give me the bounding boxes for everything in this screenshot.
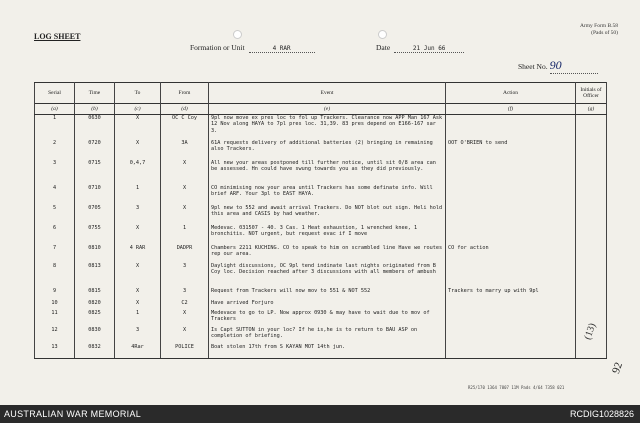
- sheet-title: LOG SHEET: [34, 32, 81, 41]
- cell-serial: 4: [35, 185, 75, 205]
- column-letter: (a): [35, 104, 75, 115]
- table-row: [35, 160, 607, 185]
- table-row: [35, 115, 607, 141]
- cell-to: X: [115, 300, 161, 310]
- column-letter: (b): [75, 104, 115, 115]
- formation-label: Formation or Unit: [190, 43, 245, 52]
- cell-to: X: [115, 140, 161, 160]
- punch-hole-icon: [378, 30, 387, 39]
- column-letter: (g): [576, 104, 607, 115]
- cell-initials: [576, 263, 607, 288]
- cell-time: 0715: [75, 160, 115, 185]
- handwritten-note: (13): [582, 321, 599, 342]
- cell-time: 0825: [75, 310, 115, 327]
- cell-to: 3: [115, 327, 161, 344]
- form-number-line2: (Pads of 50): [591, 30, 618, 36]
- cell-action: [446, 300, 576, 310]
- cell-action: [446, 327, 576, 344]
- table-row: [35, 140, 607, 160]
- cell-initials: [576, 245, 607, 263]
- cell-from: X: [161, 185, 209, 205]
- cell-time: 0813: [75, 263, 115, 288]
- cell-initials: [576, 115, 607, 141]
- cell-to: 4 RAR: [115, 245, 161, 263]
- log-table-body: [35, 115, 607, 359]
- column-header-time: Time: [75, 83, 115, 104]
- cell-action: Trackers to marry up with 9pl: [446, 288, 576, 300]
- cell-time: 0755: [75, 225, 115, 245]
- cell-event: 9pl new to 552 and await arrival Trackers. Do NOT blot out sign. Heli hold this area and CASIS by had weather.: [209, 205, 446, 225]
- cell-serial: 11: [35, 310, 75, 327]
- sheet-number-field: [518, 58, 598, 74]
- cell-to: 1: [115, 310, 161, 327]
- table-row: [35, 327, 607, 344]
- cell-from: 3: [161, 263, 209, 288]
- table-header-row: [35, 83, 607, 104]
- date-value: 21 Jun 66: [394, 45, 464, 53]
- printer-imprint: R25/170 1364 7807 11M Pads 4/64 7358 021: [468, 385, 565, 390]
- cell-to: 1: [115, 185, 161, 205]
- date-label: Date: [376, 43, 391, 52]
- cell-serial: 2: [35, 140, 75, 160]
- cell-event: All new your areas postponed till further notice, until sit 0/8 area can be assessed. Hn could have swung towards you as they did previously.: [209, 160, 446, 185]
- cell-to: X: [115, 263, 161, 288]
- cell-event: Is Capt SUTTON in your loc? If he is,he is to return to BAU ASP on completion of briefing.: [209, 327, 446, 344]
- log-table: [34, 82, 607, 359]
- cell-serial: 6: [35, 225, 75, 245]
- column-letter: (c): [115, 104, 161, 115]
- cell-serial: 3: [35, 160, 75, 185]
- cell-time: 0720: [75, 140, 115, 160]
- cell-serial: 5: [35, 205, 75, 225]
- sheet-number-label: Sheet No.: [518, 62, 548, 71]
- handwritten-page-number: 92: [609, 360, 626, 376]
- cell-to: 0,4,7: [115, 160, 161, 185]
- table-row: [35, 288, 607, 300]
- cell-initials: [576, 160, 607, 185]
- table-row: [35, 205, 607, 225]
- cell-from: X: [161, 310, 209, 327]
- sheet-number-value: 90: [550, 58, 598, 74]
- cell-initials: [576, 205, 607, 225]
- cell-event: 61A requests delivery of additional batteries (2) bringing in remaining also Trackers.: [209, 140, 446, 160]
- cell-action: [446, 310, 576, 327]
- column-header-event: Event: [209, 83, 446, 104]
- table-row: [35, 185, 607, 205]
- cell-initials: [576, 140, 607, 160]
- column-header-from: From: [161, 83, 209, 104]
- cell-action: [446, 160, 576, 185]
- cell-initials: [576, 300, 607, 310]
- column-header-to: To: [115, 83, 161, 104]
- cell-time: 0832: [75, 344, 115, 359]
- cell-time: 0630: [75, 115, 115, 141]
- column-header-serial: Serial: [35, 83, 75, 104]
- cell-from: C2: [161, 300, 209, 310]
- cell-from: 3A: [161, 140, 209, 160]
- cell-from: DADPR: [161, 245, 209, 263]
- cell-serial: 12: [35, 327, 75, 344]
- column-letter-row: [35, 104, 607, 115]
- table-row: [35, 300, 607, 310]
- cell-time: 0810: [75, 245, 115, 263]
- cell-from: X: [161, 327, 209, 344]
- column-letter: (d): [161, 104, 209, 115]
- cell-action: CO for action: [446, 245, 576, 263]
- cell-from: POLICE: [161, 344, 209, 359]
- cell-from: X: [161, 160, 209, 185]
- cell-time: 0820: [75, 300, 115, 310]
- cell-from: 1: [161, 225, 209, 245]
- cell-time: 0815: [75, 288, 115, 300]
- cell-event: Boat stolen 17th from S KAYAN MOT 14th jun.: [209, 344, 446, 359]
- cell-event: Medevac. 031507 - 40. 3 Cas. 1 Heat exhaustion, 1 wrenched knee, 1 bronchitis. NOT urgent, but request evac if I move: [209, 225, 446, 245]
- cell-serial: 10: [35, 300, 75, 310]
- cell-to: X: [115, 115, 161, 141]
- cell-time: 0705: [75, 205, 115, 225]
- cell-initials: [576, 344, 607, 359]
- cell-event: Medevace to go to LP. Now approx 0930 & may have to wait due to mov of Trackers: [209, 310, 446, 327]
- table-row: [35, 344, 607, 359]
- cell-event: Request from Trackers will now mov to 551 & NOT 552: [209, 288, 446, 300]
- column-letter: (f): [446, 104, 576, 115]
- column-header-action: Action: [446, 83, 576, 104]
- cell-action: [446, 115, 576, 141]
- cell-event: 9pl now move ex pres loc to fol up Trackers. Clearance now APP Man 167 Ask 12 Nov along HAYA to 7pl pres loc. 31,39. 83 pres depend on E166-167 sar 3.: [209, 115, 446, 141]
- cell-time: 0830: [75, 327, 115, 344]
- cell-from: X: [161, 205, 209, 225]
- date-field: [376, 43, 464, 53]
- table-row: [35, 245, 607, 263]
- cell-to: X: [115, 225, 161, 245]
- cell-serial: 8: [35, 263, 75, 288]
- cell-serial: 1: [35, 115, 75, 141]
- table-row: [35, 263, 607, 288]
- cell-initials: [576, 185, 607, 205]
- table-row: [35, 310, 607, 327]
- column-header-initials: Initials of Officer: [576, 83, 607, 104]
- cell-from: OC C Coy: [161, 115, 209, 141]
- table-row: [35, 225, 607, 245]
- cell-from: 3: [161, 288, 209, 300]
- cell-to: 4Rar: [115, 344, 161, 359]
- column-letter: (e): [209, 104, 446, 115]
- cell-event: Daylight discussions, OC 9pl tend indinate last nights originated from B Coy loc. Decision reached after 3 discussions with all members of ambush: [209, 263, 446, 288]
- cell-serial: 13: [35, 344, 75, 359]
- punch-hole-icon: [233, 30, 242, 39]
- formation-field: [190, 43, 315, 53]
- cell-to: 3: [115, 205, 161, 225]
- cell-action: OOT O'BRIEN to send: [446, 140, 576, 160]
- cell-serial: 7: [35, 245, 75, 263]
- form-number: [580, 23, 618, 37]
- cell-action: [446, 344, 576, 359]
- formation-value: 4 RAR: [249, 45, 315, 53]
- cell-initials: [576, 225, 607, 245]
- form-number-line1: Army Form B.58: [579, 23, 618, 29]
- cell-to: X: [115, 288, 161, 300]
- archive-name: AUSTRALIAN WAR MEMORIAL: [4, 409, 142, 419]
- cell-event: Have arrived Forjuro: [209, 300, 446, 310]
- cell-event: CO minimising now your area until Trackers has some definate info. Will brief ARF. Your 3pl to EAST HAYA.: [209, 185, 446, 205]
- cell-action: [446, 185, 576, 205]
- archive-record-id: RCDIG1028826: [569, 409, 634, 419]
- cell-action: [446, 225, 576, 245]
- cell-action: [446, 263, 576, 288]
- cell-action: [446, 205, 576, 225]
- cell-event: Chambers 2211 KUCHING. CO to speak to him on scrambled line Have we routes rep our area.: [209, 245, 446, 263]
- archive-footer: [0, 405, 640, 423]
- cell-serial: 9: [35, 288, 75, 300]
- cell-time: 0710: [75, 185, 115, 205]
- cell-initials: [576, 288, 607, 300]
